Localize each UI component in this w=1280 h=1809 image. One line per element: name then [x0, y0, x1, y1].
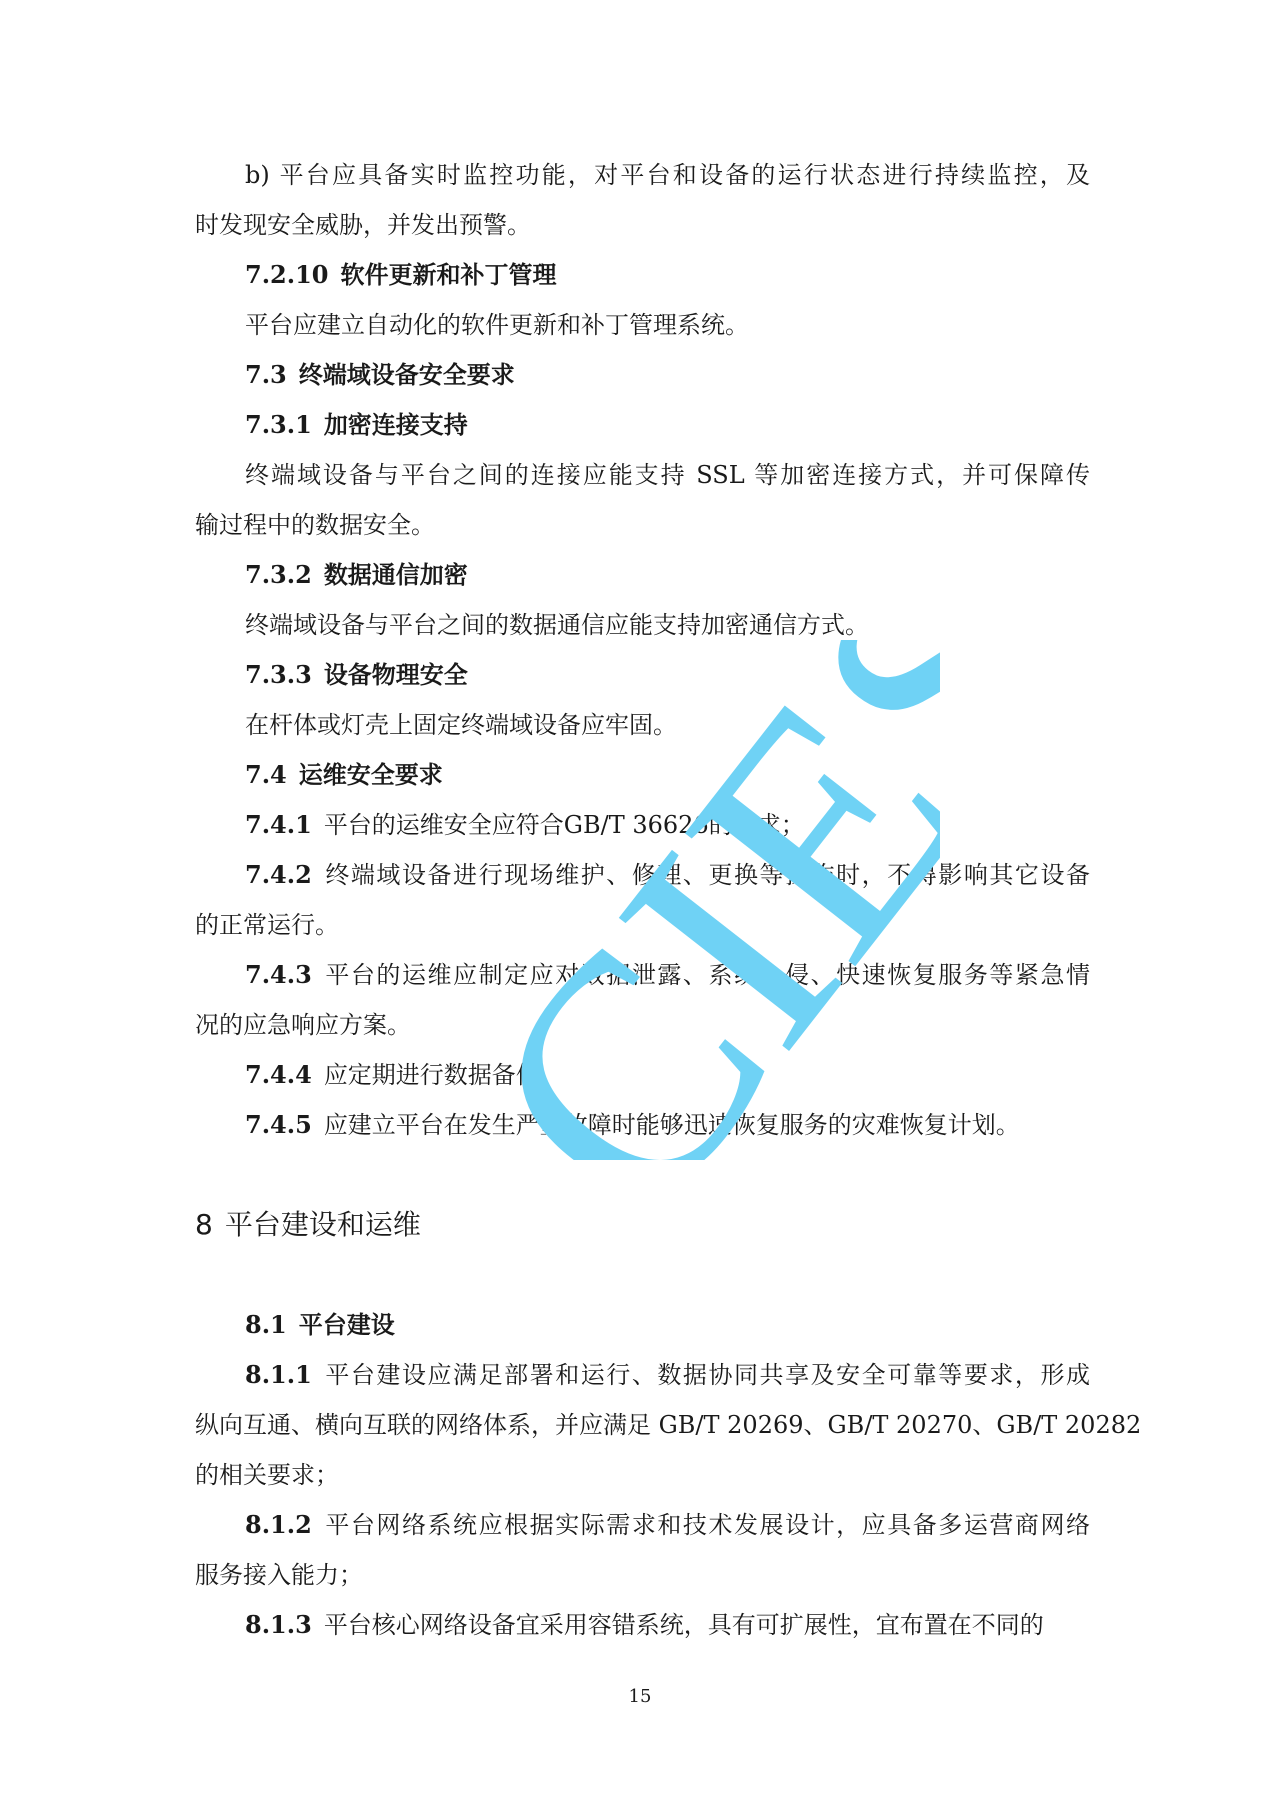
text-line — [195, 1500, 1090, 1550]
clause-number: 8.1.2 — [245, 1510, 312, 1539]
paragraph — [195, 150, 1090, 250]
text-line — [195, 450, 1090, 500]
text-line — [195, 1450, 1090, 1500]
text-line — [195, 500, 1090, 550]
section-title: 运维安全要求 — [298, 760, 443, 789]
text-line — [195, 700, 1090, 750]
section-heading — [195, 1300, 1090, 1350]
text-line — [195, 1050, 1090, 1100]
clause — [195, 1100, 1090, 1150]
line-text: 平台建设应满足部署和运行、数据协同共享及安全可靠等要求，形成 — [323, 1361, 1090, 1389]
section-heading — [195, 250, 1090, 300]
chapter-heading — [195, 1200, 1090, 1250]
text-line — [195, 1350, 1090, 1400]
text-line — [195, 600, 1090, 650]
clause — [195, 800, 1090, 850]
page-number: 15 — [628, 1686, 652, 1707]
line-text: 终端域设备与平台之间的数据通信应能支持加密通信方式。 — [245, 611, 869, 639]
chapter-title: 平台建设和运维 — [224, 1208, 421, 1241]
section-number: 7.2.10 — [245, 260, 329, 289]
text-line — [195, 1600, 1090, 1650]
text-line — [195, 950, 1090, 1000]
text-line — [195, 1000, 1090, 1050]
text-line — [195, 900, 1090, 950]
section-title: 数据通信加密 — [323, 560, 468, 589]
clause-number: 7.4.5 — [245, 1110, 312, 1139]
clause — [195, 950, 1090, 1050]
line-text: 服务接入能力； — [195, 1561, 363, 1589]
line-text: 平台核心网络设备宜采用容错系统，具有可扩展性，宜布置在不同的 — [323, 1611, 1044, 1639]
line-text: 时发现安全威胁，并发出预警。 — [195, 211, 531, 239]
clause-number: 7.4.1 — [245, 810, 312, 839]
chapter-number: 8 — [195, 1208, 213, 1241]
paragraph — [195, 450, 1090, 550]
line-text: 在杆体或灯壳上固定终端域设备应牢固。 — [245, 711, 677, 739]
section-heading — [195, 550, 1090, 600]
line-text: 终端域设备进行现场维护、修理、更换等操作时，不得影响其它设备 — [323, 861, 1090, 889]
document-body — [195, 150, 1142, 1650]
clause-number: 7.4.4 — [245, 1060, 312, 1089]
text-line — [195, 300, 1090, 350]
section-number: 7.3 — [245, 360, 287, 389]
text-line — [195, 850, 1090, 900]
clause — [195, 1600, 1090, 1650]
clause-number: 8.1.1 — [245, 1360, 312, 1389]
section-heading — [195, 350, 1090, 400]
line-text: 应定期进行数据备份。 — [323, 1061, 564, 1089]
section-title: 加密连接支持 — [323, 410, 468, 439]
section-title: 软件更新和补丁管理 — [340, 260, 557, 289]
section-title: 终端域设备安全要求 — [298, 360, 515, 389]
text-line — [195, 1550, 1090, 1600]
text-line — [195, 150, 1090, 200]
section-number: 7.3.2 — [245, 560, 312, 589]
section-title: 设备物理安全 — [323, 660, 468, 689]
line-text: 况的应急响应方案。 — [195, 1011, 411, 1039]
section-heading — [195, 750, 1090, 800]
watermark-text: CIES — [415, 640, 940, 1160]
section-number: 7.3.3 — [245, 660, 312, 689]
clause-number: 8.1.3 — [245, 1610, 312, 1639]
text-line — [195, 800, 1090, 850]
clause-number: 7.4.3 — [245, 960, 312, 989]
section-heading — [195, 650, 1090, 700]
section-heading — [195, 400, 1090, 450]
line-text: 的相关要求； — [195, 1461, 339, 1489]
line-text: 输过程中的数据安全。 — [195, 511, 435, 539]
text-line — [195, 1100, 1090, 1150]
paragraph — [195, 600, 1090, 650]
line-text: 平台的运维应制定应对数据泄露、系统入侵、快速恢复服务等紧急情 — [323, 961, 1090, 989]
clause — [195, 1350, 1142, 1500]
line-text: 终端域设备与平台之间的连接应能支持 SSL 等加密连接方式，并可保障传 — [245, 461, 1090, 489]
paragraph — [195, 300, 1090, 350]
line-text: b) 平台应具备实时监控功能，对平台和设备的运行状态进行持续监控，及 — [245, 161, 1090, 189]
section-number: 7.3.1 — [245, 410, 312, 439]
line-text: 纵向互通、横向互联的网络体系，并应满足 GB/T 20269、GB/T 20270、GB/T 20282 — [195, 1411, 1142, 1439]
clause — [195, 1500, 1090, 1600]
clause-number: 7.4.2 — [245, 860, 312, 889]
line-text: 平台的运维安全应符合GB/T 36626的要求； — [323, 811, 805, 839]
section-title: 平台建设 — [298, 1310, 395, 1339]
line-text: 的正常运行。 — [195, 911, 339, 939]
section-number: 7.4 — [245, 760, 287, 789]
line-text: 平台网络系统应根据实际需求和技术发展设计，应具备多运营商网络 — [323, 1511, 1090, 1539]
paragraph — [195, 700, 1090, 750]
text-line — [195, 200, 1090, 250]
section-number: 8.1 — [245, 1310, 287, 1339]
line-text: 平台应建立自动化的软件更新和补丁管理系统。 — [245, 311, 749, 339]
text-line — [195, 1400, 1142, 1450]
line-text: 应建立平台在发生严重故障时能够迅速恢复服务的灾难恢复计划。 — [323, 1111, 1020, 1139]
clause — [195, 850, 1090, 950]
clause — [195, 1050, 1090, 1100]
